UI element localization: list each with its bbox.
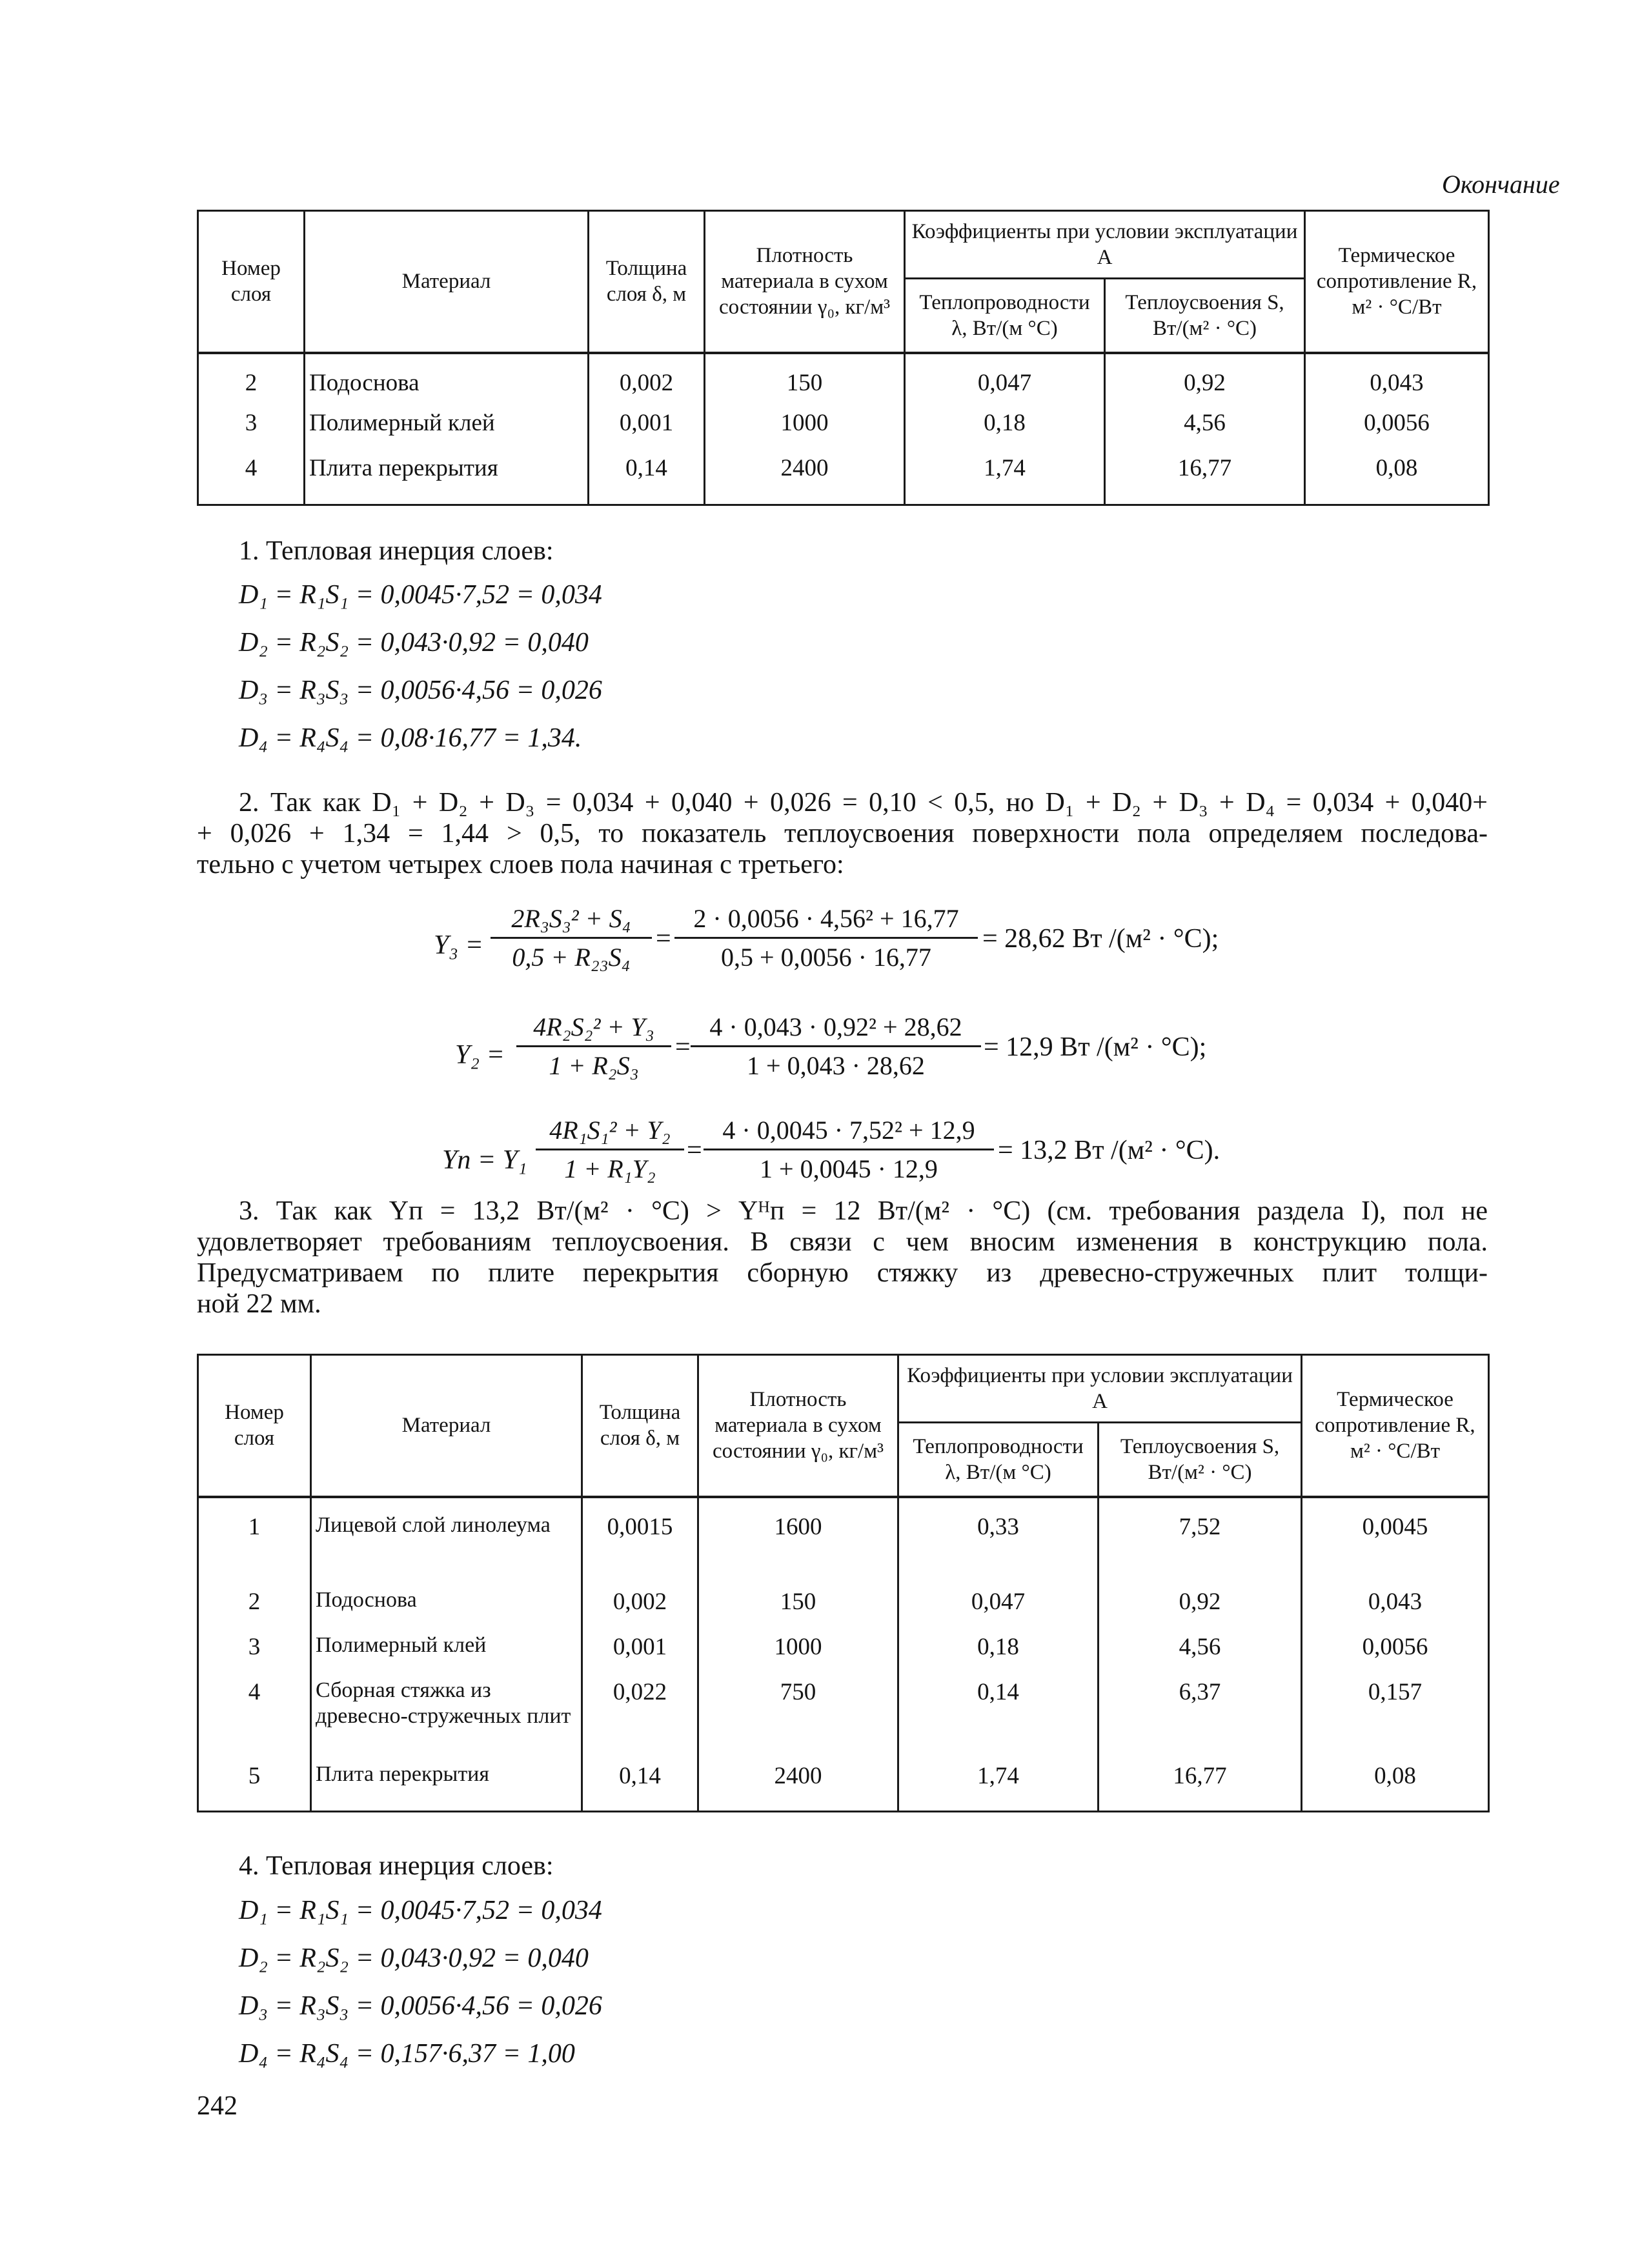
- cell-thickness: 0,001: [582, 1632, 698, 1678]
- section-3-line-3: Предусматриваем по плите перекрытия сборную стяжку из древесно-стружечных плит толщи-: [197, 1258, 1488, 1288]
- cell-s: 4,56: [1105, 408, 1305, 454]
- cell-layer: 3: [198, 1632, 311, 1678]
- y3-fraction-bar: [491, 937, 652, 939]
- cell-s: 16,77: [1099, 1761, 1302, 1812]
- cell-material: Сборная стяжка из древесно-стружечных плит: [311, 1678, 582, 1761]
- cell-thickness: 0,002: [582, 1587, 698, 1632]
- cell-r: 0,0056: [1305, 408, 1489, 454]
- section-3-line-4: ной 22 мм.: [197, 1289, 321, 1319]
- y2-result: = 12,9 Вт /(м² · °С);: [984, 1032, 1207, 1062]
- table-row: [198, 408, 1489, 454]
- cell-s: 4,56: [1099, 1632, 1302, 1678]
- inertia-d2-new: D₂ = R₂S₂ = 0,043·0,92 = 0,040: [239, 1943, 589, 1973]
- cell-density: 150: [698, 1587, 898, 1632]
- header-thickness: Толщина слоя δ, м: [582, 1355, 698, 1497]
- section-4-title: 4. Тепловая инерция слоев:: [239, 1851, 554, 1881]
- header-conductivity: Теплопроводности λ, Вт/(м °С): [905, 279, 1105, 353]
- layers-table-2: [197, 1354, 1490, 1812]
- cell-density: 1000: [698, 1632, 898, 1678]
- inertia-d1-new: D₁ = R₁S₁ = 0,0045·7,52 = 0,034: [239, 1896, 602, 1925]
- cell-density: 750: [698, 1678, 898, 1761]
- cell-r: 0,08: [1305, 454, 1489, 505]
- cell-density: 2400: [698, 1761, 898, 1812]
- inertia-d1: D₁ = R₁S₁ = 0,0045·7,52 = 0,034: [239, 580, 602, 610]
- section-3-line-1: 3. Так как Yп = 13,2 Вт/(м² · °С) > Yᴴп = 12 Вт/(м² · °С) (см. требования раздела I), пол не: [239, 1196, 1488, 1226]
- table-row: [198, 1761, 1489, 1812]
- cell-lambda: 0,18: [905, 408, 1105, 454]
- yp-equals: =: [687, 1136, 702, 1165]
- cell-lambda: 1,74: [898, 1761, 1099, 1812]
- header-conductivity: Теплопроводности λ, Вт/(м °С): [898, 1423, 1099, 1497]
- inertia-d3-new: D₃ = R₃S₃ = 0,0056·4,56 = 0,026: [239, 1991, 602, 2021]
- header-thickness: Толщина слоя δ, м: [589, 211, 705, 353]
- inertia-d3: D₃ = R₃S₃ = 0,0056·4,56 = 0,026: [239, 676, 602, 705]
- y3-denominator: 0,5 + R₂₃S₄: [512, 943, 631, 972]
- cell-s: 0,92: [1105, 353, 1305, 408]
- yp-numerator: 4R₁S₁² + Y₂: [549, 1116, 671, 1145]
- yp-denominator: 1 + R₁Y₂: [564, 1154, 656, 1183]
- table-row: [198, 1497, 1489, 1587]
- yp-values-fraction-bar: [704, 1149, 994, 1150]
- header-layer-number: Номер слоя: [198, 211, 305, 353]
- cell-thickness: 0,022: [582, 1678, 698, 1761]
- cell-s: 16,77: [1105, 454, 1305, 505]
- table-row: [198, 454, 1489, 505]
- cell-lambda: 1,74: [905, 454, 1105, 505]
- cell-material: Лицевой слой линолеума: [311, 1497, 582, 1587]
- cell-layer: 1: [198, 1497, 311, 1587]
- header-coefficients: Коэффициенты при условии эксплуатации А: [905, 211, 1305, 279]
- header-coefficients: Коэффициенты при условии эксплуатации А: [898, 1355, 1302, 1423]
- cell-thickness: 0,14: [589, 454, 705, 505]
- yp-lhs: Yп = Y₁: [442, 1145, 527, 1175]
- header-density: Плотность материала в сухом состоянии γ₀, кг/м³: [698, 1355, 898, 1497]
- cell-layer: 3: [198, 408, 305, 454]
- cell-r: 0,0056: [1302, 1632, 1489, 1678]
- y3-numerator: 2R₃S₃² + S₄: [511, 904, 631, 933]
- cell-layer: 5: [198, 1761, 311, 1812]
- section-2-line-1: 2. Так как D₁ + D₂ + D₃ = 0,034 + 0,040 + 0,026 = 0,10 < 0,5, но D₁ + D₂ + D₃ + D₄ = 0,034 + 0,040+: [239, 788, 1488, 818]
- cell-material: Плита перекрытия: [305, 454, 589, 505]
- table-row: [198, 1678, 1489, 1761]
- header-assimilation: Теплоусвоения S, Вт/(м² · °С): [1099, 1423, 1302, 1497]
- yp-fraction-bar: [536, 1149, 684, 1150]
- header-density: Плотность материала в сухом состоянии γ₀, кг/м³: [705, 211, 905, 353]
- cell-material: Подоснова: [305, 353, 589, 408]
- table-row: [198, 353, 1489, 408]
- yp-denominator-values: 1 + 0,0045 · 12,9: [760, 1154, 938, 1183]
- cell-density: 2400: [705, 454, 905, 505]
- inertia-d4-new: D₄ = R₄S₄ = 0,157·6,37 = 1,00: [239, 2039, 575, 2069]
- y2-equals: =: [675, 1032, 691, 1062]
- y3-lhs: Y₃ =: [434, 930, 483, 960]
- section-3-line-2: удовлетворяет требованиям теплоусвоения. В связи с чем вносим изменения в конструкцию пола.: [197, 1227, 1488, 1257]
- cell-material: Полимерный клей: [305, 408, 589, 454]
- cell-s: 0,92: [1099, 1587, 1302, 1632]
- cell-density: 1000: [705, 408, 905, 454]
- cell-layer: 4: [198, 454, 305, 505]
- cell-density: 1600: [698, 1497, 898, 1587]
- cell-material: Полимерный клей: [311, 1632, 582, 1678]
- cell-r: 0,043: [1305, 353, 1489, 408]
- section-1-title: 1. Тепловая инерция слоев:: [239, 536, 554, 566]
- y3-values-fraction-bar: [674, 937, 978, 939]
- y3-equals: =: [656, 924, 671, 954]
- cell-r: 0,157: [1302, 1678, 1489, 1761]
- cell-lambda: 0,047: [905, 353, 1105, 408]
- table-row: [198, 1632, 1489, 1678]
- cell-layer: 4: [198, 1678, 311, 1761]
- y3-numerator-values: 2 · 0,0056 · 4,56² + 16,77: [693, 904, 959, 933]
- header-layer-number: Номер слоя: [198, 1355, 311, 1497]
- cell-density: 150: [705, 353, 905, 408]
- y2-values-fraction-bar: [691, 1045, 981, 1047]
- cell-thickness: 0,002: [589, 353, 705, 408]
- table-row: [198, 1587, 1489, 1632]
- cell-layer: 2: [198, 1587, 311, 1632]
- cell-lambda: 0,33: [898, 1497, 1099, 1587]
- yp-numerator-values: 4 · 0,0045 · 7,52² + 12,9: [722, 1116, 975, 1145]
- y2-numerator-values: 4 · 0,043 · 0,92² + 28,62: [709, 1012, 962, 1041]
- cell-material: Плита перекрытия: [311, 1761, 582, 1812]
- y2-denominator: 1 + R₂S₃: [549, 1051, 639, 1080]
- inertia-d2: D₂ = R₂S₂ = 0,043·0,92 = 0,040: [239, 628, 589, 657]
- header-material: Материал: [311, 1355, 582, 1497]
- cell-lambda: 0,14: [898, 1678, 1099, 1761]
- cell-layer: 2: [198, 353, 305, 408]
- cell-lambda: 0,047: [898, 1587, 1099, 1632]
- cell-r: 0,043: [1302, 1587, 1489, 1632]
- cell-r: 0,0045: [1302, 1497, 1489, 1587]
- layers-table-1: [197, 210, 1490, 506]
- y2-lhs: Y₂ =: [455, 1040, 505, 1070]
- cell-s: 7,52: [1099, 1497, 1302, 1587]
- header-resistance: Термическое сопротивление R, м² · °С/Вт: [1302, 1355, 1489, 1497]
- header-assimilation: Теплоусвоения S, Вт/(м² · °С): [1105, 279, 1305, 353]
- y3-result: = 28,62 Вт /(м² · °С);: [982, 924, 1219, 954]
- continuation-label: Окончание: [1442, 170, 1560, 199]
- y2-numerator: 4R₂S₂² + Y₃: [533, 1012, 654, 1041]
- yp-result: = 13,2 Вт /(м² · °С).: [998, 1136, 1221, 1165]
- cell-r: 0,08: [1302, 1761, 1489, 1812]
- header-material: Материал: [305, 211, 589, 353]
- cell-thickness: 0,0015: [582, 1497, 698, 1587]
- cell-s: 6,37: [1099, 1678, 1302, 1761]
- cell-thickness: 0,14: [582, 1761, 698, 1812]
- page-number: 242: [197, 2091, 238, 2121]
- y3-denominator-values: 0,5 + 0,0056 · 16,77: [721, 943, 931, 972]
- cell-material: Подоснова: [311, 1587, 582, 1632]
- y2-fraction-bar: [516, 1045, 671, 1047]
- section-2-line-2: + 0,026 + 1,34 = 1,44 > 0,5, то показатель теплоусвоения поверхности пола определяем последова-: [197, 819, 1488, 848]
- cell-lambda: 0,18: [898, 1632, 1099, 1678]
- inertia-d4: D₄ = R₄S₄ = 0,08·16,77 = 1,34.: [239, 723, 582, 753]
- section-2-line-3: тельно с учетом четырех слоев пола начиная с третьего:: [197, 850, 844, 879]
- cell-thickness: 0,001: [589, 408, 705, 454]
- header-resistance: Термическое сопротивление R, м² · °С/Вт: [1305, 211, 1489, 353]
- y2-denominator-values: 1 + 0,043 · 28,62: [747, 1051, 925, 1080]
